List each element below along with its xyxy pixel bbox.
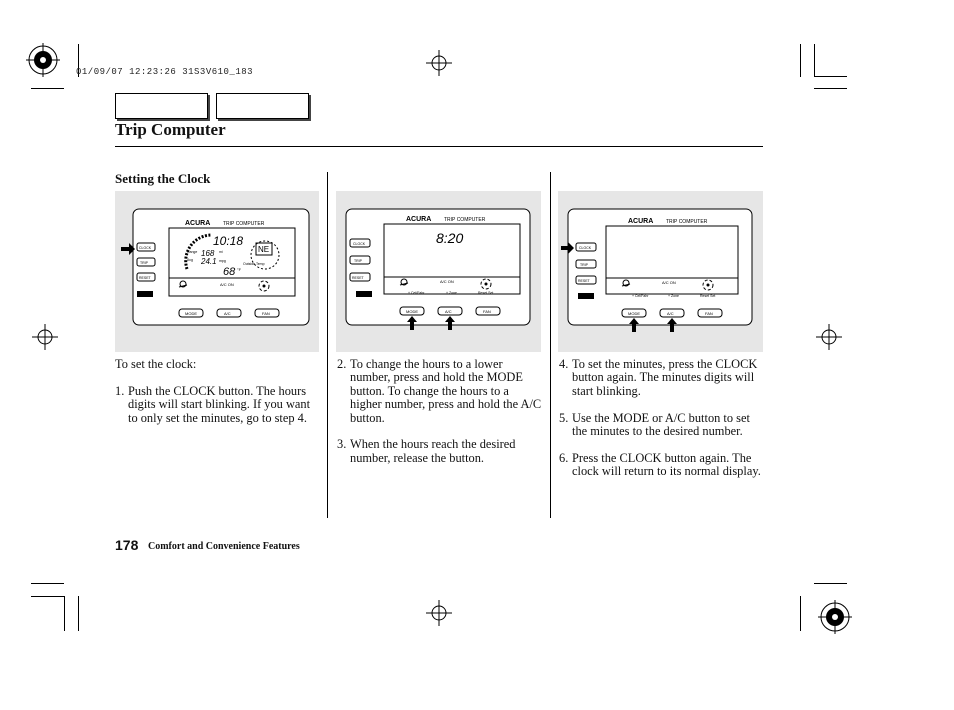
softkey-mid-label: + Zone — [446, 291, 457, 295]
step-1: 1. Push the CLOCK button. The hours digits will start blinking. If you want to only set the minutes, go to step 4. — [115, 383, 311, 425]
clock-time: 10:18 — [213, 234, 244, 248]
footer-section-name: Comfort and Convenience Features — [148, 541, 300, 552]
mode-button: MODE — [185, 311, 197, 316]
display-brand: ACURA — [185, 220, 211, 227]
column-1-text — [115, 358, 315, 425]
temp-unit: °F — [237, 267, 242, 272]
trip-button: TRIP — [140, 261, 148, 265]
section-heading: Setting the Clock — [115, 171, 211, 186]
softkey-right-label: Reset Set — [700, 294, 716, 298]
trip-button: TRIP — [580, 263, 588, 267]
outside-temp-label: Outside Temp — [243, 262, 265, 266]
range-unit: mi — [219, 250, 223, 254]
range-label: Range — [187, 250, 198, 254]
avg-value: 24.1 — [201, 257, 217, 266]
avg-unit: mpg — [219, 259, 226, 263]
step-6: 6. Press the CLOCK button again. The clock will return to its normal display. — [559, 450, 761, 479]
clock-button: CLOCK — [139, 246, 152, 250]
clock-time: 8:20 — [436, 230, 464, 246]
ac-status: A/C ON — [662, 280, 676, 285]
ac-status: A/C ON — [220, 282, 234, 287]
print-stamp: 01/09/07 12:23:26 31S3V610_183 — [76, 67, 254, 77]
ac-status: A/C ON — [440, 279, 454, 284]
softkey-left-label: + Cel/Fahr — [632, 294, 649, 298]
reset-button: RESET — [139, 276, 151, 280]
ac-button: A/C — [667, 311, 674, 316]
crosshair-icon — [32, 324, 58, 350]
fan-button: FAN — [483, 309, 491, 314]
header-tab-box — [216, 93, 309, 119]
step-4: 4. To set the minutes, press the CLOCK button again. The minutes digits will start blinking. — [559, 357, 758, 398]
softkey-left-label: + Cel/Fahr — [408, 291, 425, 295]
column-2-text — [337, 358, 542, 465]
title-rule — [115, 146, 763, 147]
registration-target-icon — [818, 600, 852, 634]
header-tab-box — [115, 93, 208, 119]
step-5: 5. Use the MODE or A/C button to set the minutes to the desired number. — [559, 410, 750, 439]
ac-button: A/C — [445, 309, 452, 314]
display-illustration-1 — [115, 191, 319, 352]
crosshair-icon — [816, 324, 842, 350]
softkey-mid-label: + Zone — [668, 294, 679, 298]
softkey-right-label: Reset Set — [478, 291, 494, 295]
step-2: 2. To change the hours to a lower number, press and hold the MODE button. To change the hours to a higher number, press and hold the A/C button. — [337, 357, 542, 425]
clock-button: CLOCK — [579, 246, 592, 250]
column-divider — [327, 172, 328, 518]
page-number: 178 — [115, 537, 139, 553]
crosshair-icon — [426, 50, 452, 76]
mode-button: MODE — [406, 309, 418, 314]
column-divider — [550, 172, 551, 518]
intro-text: To set the clock: — [115, 357, 197, 371]
step-3: 3. When the hours reach the desired number, release the button. — [337, 437, 516, 465]
registration-target-icon — [26, 43, 60, 77]
crosshair-icon — [426, 600, 452, 626]
avg-label: Avg — [187, 258, 193, 262]
display-brand: ACURA — [628, 218, 654, 225]
clock-button: CLOCK — [353, 242, 366, 246]
display-brand: ACURA — [406, 216, 432, 223]
page-title: Trip Computer — [115, 120, 226, 139]
compass-heading: NE — [258, 245, 270, 254]
display-label: TRIP COMPUTER — [223, 221, 265, 227]
trip-button: TRIP — [354, 259, 362, 263]
range-value: 168 — [201, 249, 215, 258]
display-illustration-2 — [336, 191, 541, 352]
temp-value: 68 — [223, 266, 236, 278]
reset-button: RESET — [578, 279, 590, 283]
mode-button: MODE — [628, 311, 640, 316]
display-label: TRIP COMPUTER — [666, 219, 708, 225]
fan-button: FAN — [705, 311, 713, 316]
reset-button: RESET — [352, 276, 364, 280]
column-3-text — [559, 358, 763, 479]
fan-button: FAN — [262, 311, 270, 316]
display-illustration-3 — [558, 191, 763, 352]
display-label: TRIP COMPUTER — [444, 217, 486, 223]
ac-button: A/C — [224, 311, 231, 316]
